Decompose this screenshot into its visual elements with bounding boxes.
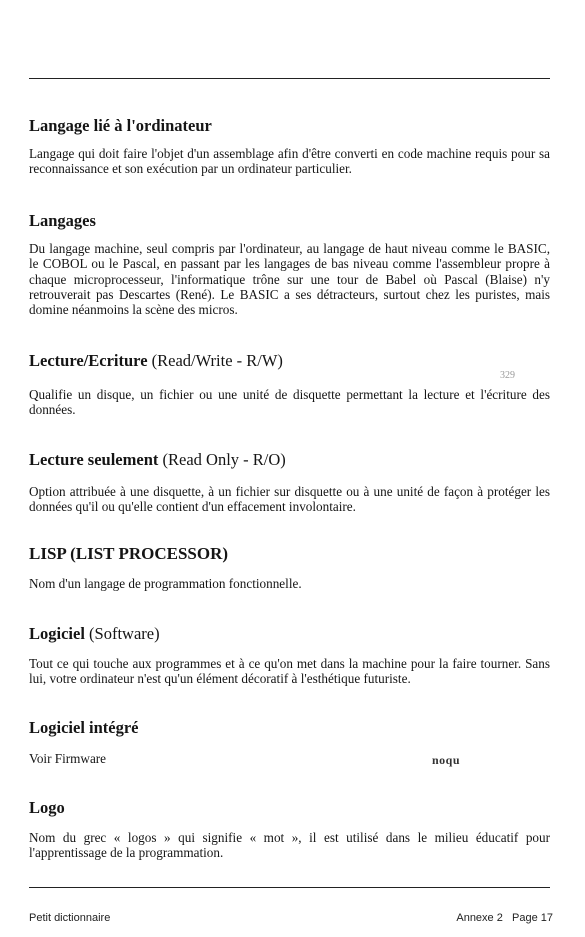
entry-term: Lecture seulement (Read Only - R/O): [29, 450, 286, 469]
entry-logiciel: [29, 624, 550, 687]
entry-term: Langage lié à l'ordinateur: [29, 116, 212, 135]
entry-langages: [29, 211, 550, 317]
entry-definition: Tout ce qui touche aux programmes et à ce qu'on met dans la machine pour la faire tourner. Sans lui, votre ordinateur n'est qu'un élément décoratif à l'esthétique futuriste.: [29, 656, 550, 687]
entry-term: LISP (LIST PROCESSOR): [29, 544, 229, 563]
entry-term: Langages: [29, 211, 96, 230]
entry-definition: Du langage machine, seul compris par l'ordinateur, au langage de haut niveau comme le BASIC, le COBOL ou le Pascal, en passant par les langages de bas niveau comme l'assembleur propre à chaque microprocesseur, l'informatique trône sur une tour de Babel où Pascal (Blaise) n'y retrouverait pas Descartes (René). Le BASIC a ses détracteurs, surtout chez les puristes, mais domine néanmoins la scène des micros.: [29, 241, 550, 318]
bleed-through-number: 329: [500, 370, 515, 381]
entry-subterm: (Read Only - R/O): [162, 450, 286, 469]
entry-logo: [29, 798, 550, 861]
entry-term: Logo: [29, 798, 65, 817]
footer-page-number: Annexe 2 Page 17: [456, 912, 553, 924]
bottom-rule: [29, 887, 550, 888]
entry-definition: Option attribuée à une disquette, à un fichier sur disquette ou à une unité de façon à protéger les données qu'il ou qu'elle contient d'un effacement involontaire.: [29, 484, 550, 515]
top-rule: [29, 78, 550, 79]
entry-term: Lecture/Ecriture (Read/Write - R/W): [29, 351, 283, 370]
entry-term: Logiciel (Software): [29, 624, 160, 643]
entry-langage-lie: [29, 116, 550, 177]
footer-title: Petit dictionnaire: [29, 912, 111, 924]
entry-definition: Langage qui doit faire l'objet d'un assemblage afin d'être converti en code machine requis pour sa reconnaissance et son exécution par un ordinateur particulier.: [29, 146, 550, 177]
entry-subterm: (Read/Write - R/W): [151, 351, 283, 370]
bleed-through-word: noqu: [432, 753, 461, 767]
entry-logiciel-integre: [29, 718, 550, 766]
entry-definition: Voir Firmware: [29, 751, 107, 766]
entry-lecture-ecriture: [29, 351, 550, 418]
entry-lecture-seulement: [29, 450, 550, 515]
entry-definition: Nom d'un langage de programmation fonctionnelle.: [29, 576, 302, 591]
entry-definition: Nom du grec « logos » qui signifie « mot », il est utilisé dans le milieu éducatif pour l'apprentissage de la programmation.: [29, 830, 550, 861]
entry-definition: Qualifie un disque, un fichier ou une unité de disquette permettant la lecture et l'écriture des données.: [29, 387, 550, 418]
entry-lisp: [29, 544, 550, 591]
entry-term: Logiciel intégré: [29, 718, 139, 737]
entry-subterm: (Software): [89, 624, 160, 643]
